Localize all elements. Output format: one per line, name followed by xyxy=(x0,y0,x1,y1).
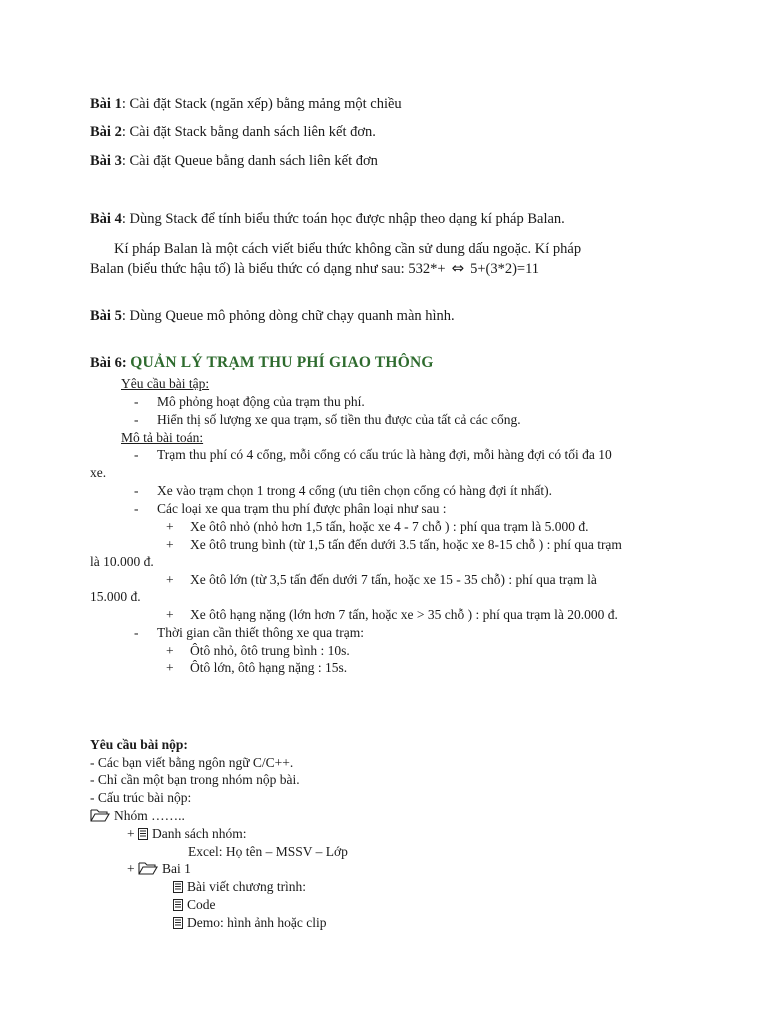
exercise-5 xyxy=(90,307,455,325)
car-type-heavy: Xe ôtô hạng nặng (lớn hơn 7 tấn, hoặc xe > 35 chỗ ) : phí qua trạm là 20.000 đ. xyxy=(190,607,618,622)
exercise-4-expression-postfix: Balan (biểu thức hậu tố) là biểu thức có dạng như sau: 532*+ xyxy=(90,261,446,277)
requirements-heading: Yêu cầu bài tập: xyxy=(121,376,210,391)
document-icon xyxy=(138,827,148,845)
submission-line-2: - Chỉ cần một bạn trong nhóm nộp bài. xyxy=(90,772,300,787)
time-large-heavy: Ôtô lớn, ôtô hạng nặng : 15s. xyxy=(190,660,348,675)
requirement-item-text: Mô phỏng hoạt động của trạm thu phí. xyxy=(157,394,365,409)
exercise-1-label: Bài 1 xyxy=(90,96,122,112)
car-type-large-line2: 15.000 đ. xyxy=(90,589,141,604)
car-type-large-line1: Xe ôtô lớn (từ 3,5 tấn đến dưới 7 tấn, hoặc xe 15 - 35 chỗ) : phí qua trạm là xyxy=(190,572,597,587)
exercise-4 xyxy=(90,210,565,228)
exercise-2-label: Bài 2 xyxy=(90,124,122,140)
file-demo-label: Demo: hình ảnh hoặc clip xyxy=(187,915,327,930)
exercise-4-paragraph-line1: Kí pháp Balan là một cách viết biểu thức không cần sử dung dấu ngoặc. Kí pháp xyxy=(114,241,582,257)
description-item-4: Thời gian cần thiết thông xe qua trạm: xyxy=(157,625,364,640)
exercise-3 xyxy=(90,152,378,170)
plus-bullet: + xyxy=(166,643,174,658)
plus-bullet: + xyxy=(127,861,135,876)
plus-bullet: + xyxy=(166,572,174,587)
excel-format: Excel: Họ tên – MSSV – Lớp xyxy=(188,844,348,859)
requirement-item xyxy=(134,393,139,411)
exercise-6-title: QUẢN LÝ TRẠM THU PHÍ GIAO THÔNG xyxy=(130,354,434,371)
file-code-row xyxy=(173,896,216,916)
file-report-label: Bài viết chương trình: xyxy=(187,879,307,894)
equivalence-arrow-icon: ⇔ xyxy=(451,259,465,277)
group-list-row xyxy=(127,825,246,845)
file-report-row xyxy=(173,878,306,898)
time-small-medium: Ôtô nhỏ, ôtô trung bình : 10s. xyxy=(190,643,350,658)
dash-bullet: - xyxy=(134,483,139,498)
folder-group-row xyxy=(90,807,185,827)
exercise-4-label: Bài 4 xyxy=(90,211,122,227)
plus-bullet: + xyxy=(166,537,174,552)
description-item-2: Xe vào trạm chọn 1 trong 4 cổng (ưu tiên chọn cổng có hàng đợi ít nhất). xyxy=(157,483,552,498)
requirement-item-text: Hiển thị số lượng xe qua trạm, số tiền thu được của tất cả các cổng. xyxy=(157,412,521,427)
exercise-5-text: : Dùng Queue mô phỏng dòng chữ chạy quanh màn hình. xyxy=(121,308,455,324)
exercise-4-expression-infix: 5+(3*2)=11 xyxy=(470,261,540,277)
car-type-medium-line1: Xe ôtô trung bình (từ 1,5 tấn đến dưới 3.5 tấn, hoặc xe 8-15 chỗ ) : phí qua trạm xyxy=(190,537,622,552)
plus-bullet: + xyxy=(166,660,174,675)
car-type-medium-line2: là 10.000 đ. xyxy=(90,554,154,569)
group-list-label: Danh sách nhóm: xyxy=(152,826,247,841)
dash-bullet: - xyxy=(134,501,139,516)
requirement-item xyxy=(134,411,139,429)
dash-bullet: - xyxy=(134,447,139,462)
file-demo-row xyxy=(173,914,326,934)
car-type-small: Xe ôtô nhỏ (nhỏ hơn 1,5 tấn, hoặc xe 4 - 7 chỗ ) : phí qua trạm là 5.000 đ. xyxy=(190,519,589,534)
plus-bullet: + xyxy=(166,607,174,622)
exercise-1-text: : Cài đặt Stack (ngăn xếp) bằng mảng một chiều xyxy=(121,96,402,112)
exercise-2 xyxy=(90,123,376,141)
exercise-1 xyxy=(90,95,402,113)
exercise-2-text: : Cài đặt Stack bằng danh sách liên kết đơn. xyxy=(121,124,376,140)
folder-group-label: Nhóm …….. xyxy=(114,808,185,823)
folder-icon xyxy=(138,861,158,880)
submission-heading: Yêu cầu bài nộp: xyxy=(90,737,188,752)
exercise-3-text: : Cài đặt Queue bằng danh sách liên kết đơn xyxy=(121,153,378,169)
exercise-3-label: Bài 3 xyxy=(90,153,122,169)
exercise-6-label: Bài 6: xyxy=(90,355,127,371)
document-icon xyxy=(173,916,183,934)
exercise-6-heading xyxy=(90,354,434,372)
submission-line-3: - Cấu trúc bài nộp: xyxy=(90,790,192,805)
dash-bullet: - xyxy=(134,412,139,427)
description-item-3: Các loại xe qua trạm thu phí được phân loại như sau : xyxy=(157,501,447,516)
description-item-1-line1: Trạm thu phí có 4 cổng, mỗi cổng có cấu trúc là hàng đợi, mỗi hàng đợi có tối đa 10 xyxy=(157,447,612,462)
folder-bai1-row xyxy=(127,860,191,880)
plus-bullet: + xyxy=(166,519,174,534)
folder-icon xyxy=(90,808,110,827)
submission-line-1: - Các bạn viết bằng ngôn ngữ C/C++. xyxy=(90,755,294,770)
file-code-label: Code xyxy=(187,897,216,912)
description-item-1-line2: xe. xyxy=(90,465,107,480)
exercise-4-text: : Dùng Stack để tính biểu thức toán học được nhập theo dạng kí pháp Balan. xyxy=(121,211,565,227)
plus-bullet: + xyxy=(127,826,135,841)
dash-bullet: - xyxy=(134,625,139,640)
description-heading: Mô tả bài toán: xyxy=(121,430,204,445)
folder-bai1-label: Bai 1 xyxy=(162,861,191,876)
exercise-4-paragraph-line2 xyxy=(90,259,539,278)
dash-bullet: - xyxy=(134,394,139,409)
exercise-5-label: Bài 5 xyxy=(90,308,122,324)
